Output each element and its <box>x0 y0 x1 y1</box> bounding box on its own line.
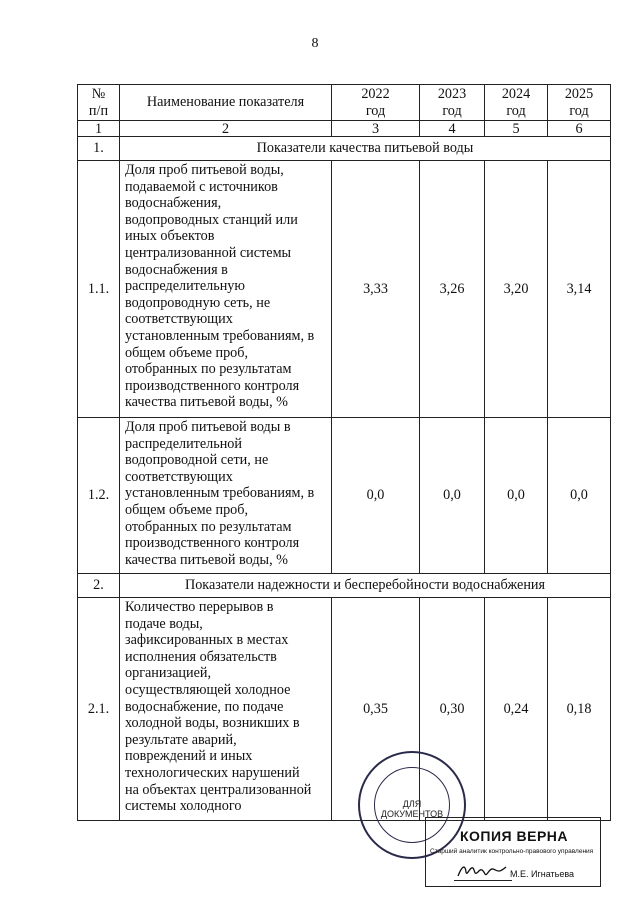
indicator-name: Количество перерывов в подаче воды, зафиксированных в местах исполнения обязательств организацией, осуществляющей холодное водоснабжение, по подаче холодной воды, возникших в результате аварий, повреждений и иных технологических нарушений на объектах централизованной системы холодного <box>120 598 332 821</box>
table-row <box>78 161 611 418</box>
header-year-2025: 2025 год <box>548 85 611 121</box>
column-number: 2 <box>120 121 332 137</box>
stamp-title: КОПИЯ ВЕРНА <box>459 828 569 844</box>
value-2024: 0,0 <box>485 418 548 574</box>
value-2022: 0,0 <box>332 418 420 574</box>
column-number: 4 <box>420 121 485 137</box>
value-2023: 0,30 <box>420 598 485 821</box>
value-2025: 0,0 <box>548 418 611 574</box>
value-2025: 3,14 <box>548 161 611 418</box>
indicators-table <box>77 84 611 821</box>
column-number: 3 <box>332 121 420 137</box>
value-2022: 3,33 <box>332 161 420 418</box>
value-2024: 3,20 <box>485 161 548 418</box>
stamp-header-line <box>430 820 598 827</box>
indicator-name: Доля проб питьевой воды, подаваемой с источников водоснабжения, водопроводных станций или иных объектов централизованной системы водоснабжения в распределительную водопроводную сеть, не соответствующих установленным требованиям, в общем объеме проб, отобранных по результатам производственного контроля качества питьевой воды, % <box>120 161 332 418</box>
table-header-row <box>78 85 611 121</box>
value-2023: 3,26 <box>420 161 485 418</box>
column-number: 1 <box>78 121 120 137</box>
section-number: 1. <box>78 137 120 161</box>
signature <box>456 862 508 880</box>
section-title: Показатели качества питьевой воды <box>120 137 611 161</box>
stamp-name: М.Е. Игнатьева <box>510 869 575 879</box>
header-year-2023: 2023 год <box>420 85 485 121</box>
page-number: 8 <box>311 36 319 51</box>
section-title: Показатели надежности и бесперебойности водоснабжения <box>120 574 611 598</box>
table-row <box>78 598 611 821</box>
header-year-2022: 2022 год <box>332 85 420 121</box>
section-number: 2. <box>78 574 120 598</box>
column-number-row <box>78 121 611 137</box>
row-number: 1.2. <box>78 418 120 574</box>
value-2024: 0,24 <box>485 598 548 821</box>
value-2023: 0,0 <box>420 418 485 574</box>
section-row <box>78 574 611 598</box>
section-row <box>78 137 611 161</box>
header-num: № п/п <box>78 85 120 121</box>
table-row <box>78 418 611 574</box>
row-number: 2.1. <box>78 598 120 821</box>
row-number: 1.1. <box>78 161 120 418</box>
column-number: 5 <box>485 121 548 137</box>
signature-line <box>454 880 512 881</box>
copy-certified-stamp <box>425 817 601 887</box>
indicator-name: Доля проб питьевой воды в распределительной водопроводной сети, не соответствующих установленным требованиям, в общем объеме проб, отобранных по результатам производственного контроля качества питьевой воды, % <box>120 418 332 574</box>
column-number: 6 <box>548 121 611 137</box>
value-2025: 0,18 <box>548 598 611 821</box>
header-year-2024: 2024 год <box>485 85 548 121</box>
seal-text: ДЛЯ ДОКУМЕНТОВ <box>380 799 444 819</box>
stamp-position: Старший аналитик контрольно-правового управления <box>430 848 594 855</box>
header-name: Наименование показателя <box>120 85 332 121</box>
value-2022: 0,35 <box>332 598 420 821</box>
